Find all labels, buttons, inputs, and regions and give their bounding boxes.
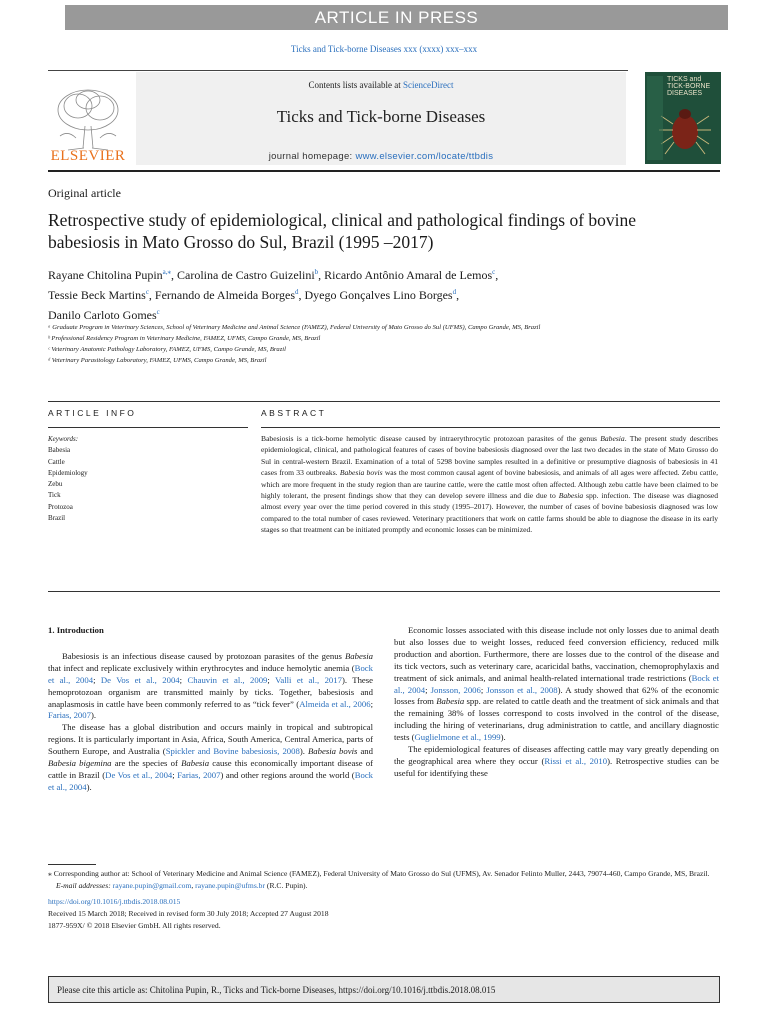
text-run: The epidemiological features of diseases affecting cattle may vary greatly depending on the geographical area where they occur ( [394,744,719,766]
author-affiliation-marker[interactable]: c [492,268,496,276]
citation-link[interactable]: Rissi et al., 2010 [544,755,608,766]
citation-box: Please cite this article as: Chitolina Pupin, R., Ticks and Tick-borne Diseases, https://doi.org/10.1016/j.ttbdis.2018.08.015 [48,976,720,1003]
italic-term: Babesia [558,491,584,501]
tick-illustration-icon [645,72,721,164]
italic-term: Babesia bigemina [48,758,112,769]
author-affiliation-marker[interactable]: a,⁎ [162,268,172,276]
received-dates: Received 15 March 2018; Received in revised form 30 July 2018; Accepted 27 August 2018 [48,909,329,918]
affiliation-b: ᵇ Professional Residency Program in Veterinary Medicine, FAMEZ, UFMS, Campo Grande, MS, Brazil [48,335,321,342]
article-type: Original article [48,186,121,200]
journal-reference-link[interactable]: Ticks and Tick-borne Diseases xxx (xxxx) xxx–xxx [290,44,478,54]
homepage-prefix: journal homepage: [268,151,356,162]
text-run: ; [425,684,431,695]
email-link-2[interactable]: rayane.pupin@ufms.br [195,881,266,890]
affiliation-a: ᵃ Graduate Program in Veterinary Sciences, School of Veterinary Medicine and Animal Science (FAMEZ), Federal University of Mato Grosso do Sul (UFMS), Campo Grande, MS, Brazil [48,324,541,331]
journal-cover-thumbnail[interactable] [645,72,721,164]
author-list: Rayane Chitolina Pupin$^{a,⁎}$, Carolina de Castro Guizelini$^b$, Ricardo Antônio Amaral de Lemos$^c$, Tessie Beck Martins$^c$, Fernando de Almeida Borges$^d$, Dyego Gonçalves Lino Borges$^d$, Danilo Carloto Gomes$^c$ [48,268,499,322]
email-link-1[interactable]: rayane.pupin@gmail.com [112,881,192,890]
homepage-link[interactable]: www.elsevier.com/locate/ttbdis [355,151,494,162]
citation-link[interactable]: Jonsson, 2006 [430,684,481,695]
author-name: Rayane Chitolina Pupin [48,268,163,282]
keywords-list [48,445,88,524]
article-info-heading: ARTICLE INFO [48,408,137,418]
header-top-rule [48,70,628,71]
corresponding-author-note: ⁎ Corresponding author at: School of Veterinary Medicine and Animal Science (FAMEZ), Federal University of Mato Grosso do Sul (UFMS), Av. Senador Felinto Muller, 2443, 79074-460, Campo Grande, MS, Brazil. [48,869,710,878]
italic-term: Babesia [436,696,465,707]
text-run: Economic losses associated with this disease include not only losses due to animal death but also losses due to weight losses, reduced feed conversion efficiency, reduced milk production and abortion. Furthermore, there are losses due to the control of the disease and its tick vectors, such as veterinary care, acaricidal baths, vaccination, chemoprophylaxis and treatment of sick animals, and animal health-related international trade restrictions ( [394,625,719,683]
citation-link[interactable]: Spickler and Bovine babesiosis, 2008 [165,746,300,757]
text-run: spp. are related to cattle death and the treatment of sick animals and that the remaining 38% of losses correspond to costs involved in the control of the disease, including the hiring of veterinarians, drug administration to cattle, and ancillary diagnostic tests ( [394,696,719,743]
text-run: ). [299,746,308,757]
text-run: The disease has a global distribution and occurs mainly in tropical and subtropical regions. It is particularly important in Asia, Africa, South America, Central America, parts of Southern Europe, and Australia ( [48,722,373,757]
author-name: Danilo Carloto Gomes [48,308,157,322]
text-run: ; [179,674,188,685]
text-run: ). [86,781,92,792]
abstract-text [261,433,718,536]
body-paragraph [394,625,719,744]
italic-term: Babesia [345,650,373,661]
article-title: Retrospective study of epidemiological, clinical and pathological findings of bovine babesiosis in Mato Grosso do Sul, Brazil (1995 –2017) [48,210,637,252]
sciencedirect-link[interactable]: ScienceDirect [403,80,454,90]
text-run: ). Retrospective studies can be useful for identifying these [394,755,719,778]
journal-name: Ticks and Tick-borne Diseases [276,107,486,126]
email-line: E-mail addresses: rayane.pupin@gmail.com, rayane.pupin@ufms.br (R.C. Pupin). [56,881,308,890]
body-paragraph [48,651,373,722]
article-info-rule [48,427,248,428]
citation-link[interactable]: Jonsson et al., 2008 [486,684,558,695]
text-run: and [357,746,373,757]
keyword-item: Cattle [48,457,65,466]
body-left-column [48,625,373,794]
text-run: ; [172,769,178,780]
author-affiliation-marker[interactable]: d [295,288,299,296]
affiliations [48,322,708,366]
body-paragraph [48,722,373,793]
text-run: ; [93,674,101,685]
author-name: Ricardo Antônio Amaral de Lemos [324,268,493,282]
keywords-label: Keywords: [48,435,79,443]
keyword-item: Tick [48,491,61,500]
keyword-item: Babesia [48,446,71,455]
keyword-item: Brazil [48,514,66,523]
article-in-press-banner: ARTICLE IN PRESS [65,5,728,30]
italic-term: Babesia [181,758,210,769]
author-name: Tessie Beck Martins [48,288,146,302]
body-right-column [394,625,719,780]
abstract-heading: ABSTRACT [261,408,327,418]
author-affiliation-marker[interactable]: d [452,288,457,296]
email-suffix: (R.C. Pupin). [265,881,308,890]
abstract-rule [261,427,720,428]
text-run: ). A study showed that 62% of the economic losses from [394,684,719,707]
contents-prefix: Contents lists available at [308,80,403,90]
contents-lists-line [136,80,626,90]
text-run: Babesiosis is a tick-borne hemolytic disease caused by intraerythrocytic protozoan parasites of the genus [261,434,601,443]
journal-homepage-line [136,151,626,162]
citation-link[interactable]: Valli et al., 2017 [275,674,342,685]
citation-link[interactable]: De Vos et al., 2004 [105,769,173,780]
footnote-rule [48,864,96,865]
italic-term: Babesia bovis [339,468,383,478]
text-run: ; [370,698,373,709]
text-run: are the species of [111,758,182,769]
body-paragraph [394,744,719,780]
affiliation-c: ᶜ Veterinary Anatomic Pathology Laboratory, FAMEZ, UFMS, Campo Grande, MS, Brazil [48,346,286,353]
section-title-introduction: 1. Introduction [48,625,104,635]
author-affiliation-marker[interactable]: c [145,288,149,296]
text-run: ; [267,674,276,685]
copyright-line: 1877-959X/ © 2018 Elsevier GmbH. All rights reserved. [48,921,221,930]
email-label: E-mail addresses: [56,881,111,890]
cover-title: TICKS and TICK-BORNE DISEASES [667,76,711,97]
citation-link[interactable]: Bock et al., 2004 [48,769,374,792]
footnote-block [48,868,720,932]
text-run: . The present study describes epidemiological, clinical, and pathological features of cases of bovine babesiosis diagnosed over the last two decades in the state of Mato Grosso do Sul in central-western Brazil. Examination of a total of 5298 bovine samples resulted in a definitive or presumptive diagnosis of babesiosis in 41 cases from 33 outbreaks. [261,434,718,478]
citation-link[interactable]: Farias, 2007 [177,769,221,780]
doi-link[interactable]: https://doi.org/10.1016/j.ttbdis.2018.08.015 [48,897,181,906]
text-run: ) and other regions around the world ( [220,769,355,780]
author-affiliation-marker[interactable]: b [314,268,319,276]
text-run: ). These hemoprotozoan organism are transmitted mainly by ticks. Together, babesiosis and anaplasmosis in cattle have been commonly referred to as “tick fever” ( [48,674,374,709]
citation-link[interactable]: Chauvin et al., 2009 [187,674,268,685]
header-bottom-rule [48,170,720,172]
text-run: spp. infection. The disease was diagnosed almost every year over the time period covered in this study (1995–2017). However, the number of cases of bovine babesiosis diagnosed was low compared to the total number of cases reviewed. Veterinary practitioners that work on cattle farms should be able to diagnose the disease in its early stages so that treatment can be initiated promptly and economic losses can be minimized. [261,491,718,535]
citation-link[interactable]: Bock et al., 2004 [48,662,373,685]
citation-link[interactable]: Bock et al., 2004 [394,672,719,695]
citation-link[interactable]: Almeida et al., 2006 [299,698,371,709]
citation-link[interactable]: Farias, 2007 [48,710,91,721]
author-name: Dyego Gonçalves Lino Borges [304,288,453,302]
italic-term: Babesia bovis [307,746,358,757]
keywords-block [48,434,88,524]
keyword-item: Zebu [48,480,63,489]
section-bottom-rule [48,591,720,592]
text-run: ; [480,684,487,695]
citation-link[interactable]: De Vos et al., 2004 [100,674,180,685]
text-run: cause this economically important disease of cattle in Brazil ( [48,758,374,780]
author-affiliation-marker[interactable]: c [156,308,160,316]
italic-term: Babesia [600,434,625,443]
elsevier-wordmark: ELSEVIER [50,148,126,164]
keyword-item: Epidemiology [48,468,88,477]
text-run: that infect and replicate exclusively within erythrocytes and induce hemolytic anemia ( [48,662,355,673]
text-run: Babesiosis is an infectious disease caused by protozoan parasites of the genus [62,650,345,661]
affiliation-d: ᵈ Veterinary Parasitology Laboratory, FAMEZ, UFMS, Campo Grande, MS, Brazil [48,357,267,364]
author-name: Fernando de Almeida Borges [154,288,296,302]
section-top-rule [48,401,720,402]
keyword-item: Protozoa [48,502,73,511]
citation-link[interactable]: Guglielmone et al., 1999 [414,732,501,743]
text-run: was the most common causal agent of bovine babesiosis, and animals of all ages were affected. Zebu cattle, which are more frequent in the study region than are taurine cattle, were the cattle most often affected. Although zebu cattle have been claimed to be highly tolerant, the present findings show that they can develop severe illness and die due to [261,468,718,501]
text-run: ). [90,710,97,721]
author-name: Carolina de Castro Guizelini [177,268,315,282]
text-run: ). [500,732,506,743]
